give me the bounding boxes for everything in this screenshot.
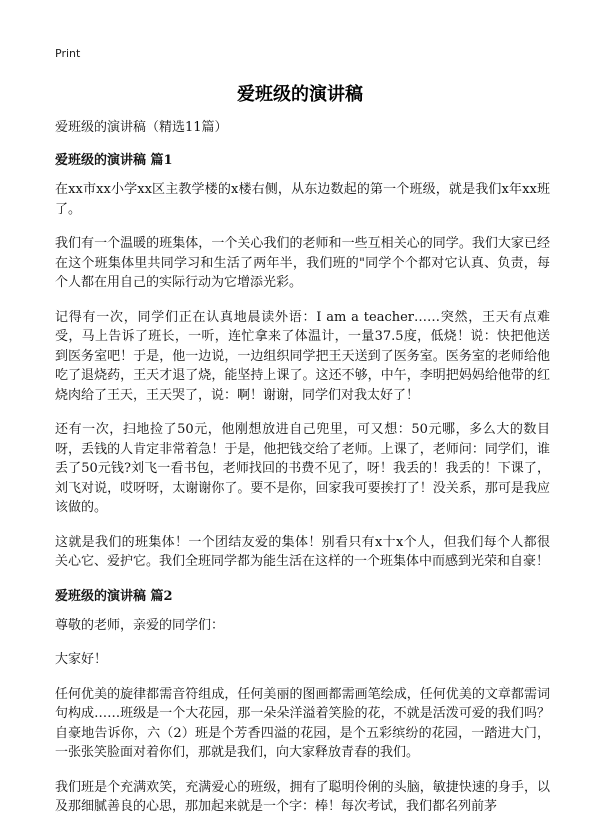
page-title: 爱班级的演讲稿 — [237, 84, 363, 105]
print-link[interactable]: Print — [55, 47, 81, 60]
paragraph: 我们有一个温暖的班集体，一个关心我们的老师和一些互相关心的同学。我们大家已经在这个班集体里共同学习和生活了两年半，我们班的"同学个个都对它认真、负责，每个人都在用自己的实际行动为它增添光彩。 — [55, 236, 550, 290]
document-body — [55, 118, 550, 828]
paragraph: 这就是我们的班集体！一个团结友爱的集体！别看只有x十x个人，但我们每个人都很关心它、爱护它。我们全班同学都为能生活在这样的一个班集体中而感到光荣和自豪！ — [55, 534, 550, 569]
paragraph: 我们班是个充满欢笑，充满爱心的班级，拥有了聪明伶俐的头脑，敏捷快速的身手，以及那细腻善良的心思，那加起来就是一个字：棒！每次考试，我们都名列前茅 — [55, 779, 550, 814]
paragraph: 大家好！ — [55, 652, 108, 667]
paragraph: 尊敬的老师，亲爱的同学们： — [55, 617, 225, 633]
paragraph: 在xx市xx小学xx区主教学楼的x楼右侧，从东边数起的第一个班级，就是我们x年xx班了。 — [55, 182, 550, 217]
paragraph: 记得有一次，同学们正在认真地晨读外语：I am a teacher……突然，王天有点难受，马上告诉了班长，一听，连忙拿来了体温计，一量37.5度，低烧！说：快把他送到医务室吧！于是，他一边说，一边组织同学把王天送到了医务室。医务室的老师给他吃了退烧药，王天才退了烧，能坚持上课了。这还不够，中午，李明把妈妈给他带的红烧肉给了王天，王天哭了，说：啊！谢谢，同学们对我太好了！ — [55, 309, 550, 403]
paragraph: 任何优美的旋律都需音符组成，任何美丽的图画都需画笔绘成，任何优美的文章都需词句构成……班级是一个大花园，那一朵朵洋溢着笑脸的花，不就是活泼可爱的我们吗？自豪地告诉你，六（2）班是个芳香四溢的花园，是个五彩缤纷的花园，一踏进大门，一张张笑脸面对着你们，那就是我们，向大家释放青春的我们。 — [55, 686, 550, 760]
document-subtitle: 爱班级的演讲稿（精选11篇） — [55, 120, 228, 135]
section-heading-1: 爱班级的演讲稿 篇1 — [55, 153, 173, 168]
paragraph: 还有一次，扫地捡了50元，他刚想放进自己兜里，可又想：50元哪，多么大的数目呀，丢钱的人肯定非常着急！于是，他把钱交给了老师。上课了，老师问：同学们，谁丢了50元钱?刘飞一看书包，老师找回的书费不见了，呀！我丢的！我丢的！下课了，刘飞对说，哎呀呀，太谢谢你了。要不是你，回家我可要挨打了！没关系，那可是我应该做的。 — [55, 422, 550, 515]
section-heading-2: 爱班级的演讲稿 篇2 — [55, 588, 173, 604]
